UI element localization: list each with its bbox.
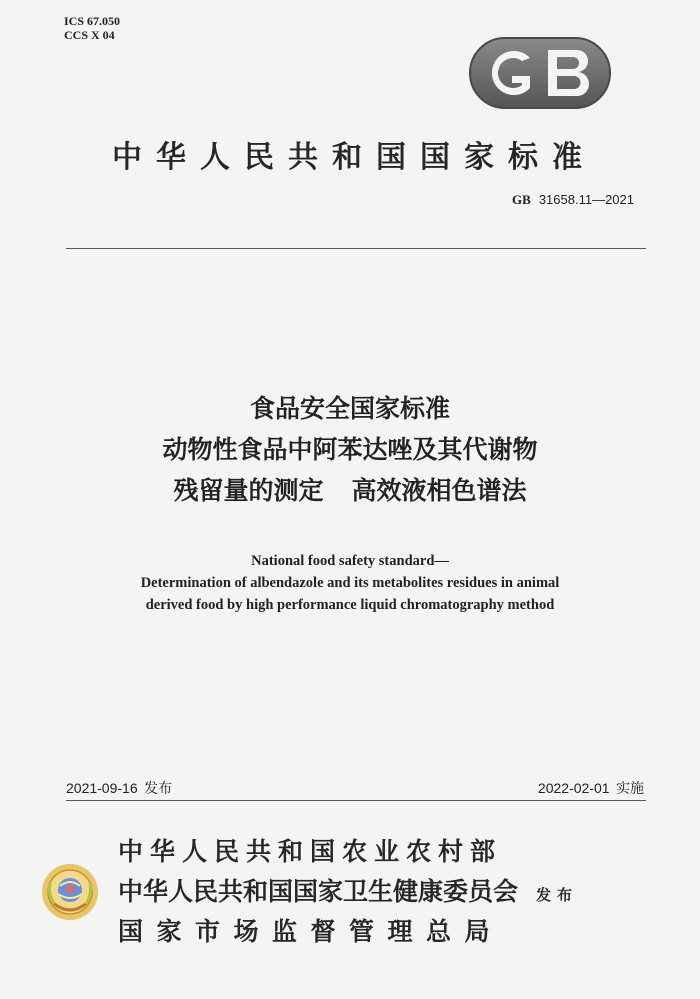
standard-number xyxy=(512,192,634,208)
cn-title-line-2: 动物性食品中阿苯达唑及其代谢物 xyxy=(162,435,538,464)
issuer-3: 国家市场监督管理总局 xyxy=(118,917,504,946)
cn-title-part-a: 残留量的测定 xyxy=(173,476,324,505)
gb-logo xyxy=(468,36,612,110)
national-standard-title: 中华人民共和国国家标准 xyxy=(112,140,596,175)
en-title-line-1: National food safety standard— xyxy=(251,553,449,569)
issuer-2-row xyxy=(118,872,578,912)
implementation-date-label: 实施 xyxy=(616,781,644,797)
en-title-line-3: derived food by high performance liquid chromatography method xyxy=(145,597,555,613)
chinese-title xyxy=(0,388,700,511)
issuer-1: 中华人民共和国农业农村部 xyxy=(118,837,503,866)
en-title-line-2: Determination of albendazole and its metabolites residues in animal xyxy=(140,575,560,591)
bottom-divider xyxy=(66,800,646,801)
standard-code: 31658.11—2021 xyxy=(538,192,634,207)
issuer-2: 中华人民共和国国家卫生健康委员会 xyxy=(118,877,519,906)
issuing-authorities xyxy=(118,832,578,952)
english-title xyxy=(0,550,700,616)
cn-title-line-1: 食品安全国家标准 xyxy=(249,394,450,423)
cn-title-line-3 xyxy=(0,470,700,511)
standard-prefix: GB xyxy=(512,192,531,207)
issue-date xyxy=(66,778,172,798)
top-divider xyxy=(66,248,646,249)
ics-code: ICS 67.050 xyxy=(64,14,121,28)
implementation-date xyxy=(538,778,644,798)
national-emblem-icon xyxy=(40,862,100,922)
issue-action: 发布 xyxy=(536,886,579,904)
classification-codes xyxy=(64,14,120,42)
issue-date-value: 2021-09-16 xyxy=(66,780,138,796)
cn-title-part-b: 高效液相色谱法 xyxy=(351,476,527,505)
ccs-code: CCS X 04 xyxy=(64,28,115,42)
issue-date-label: 发布 xyxy=(144,781,173,797)
implementation-date-value: 2022-02-01 xyxy=(537,780,610,796)
